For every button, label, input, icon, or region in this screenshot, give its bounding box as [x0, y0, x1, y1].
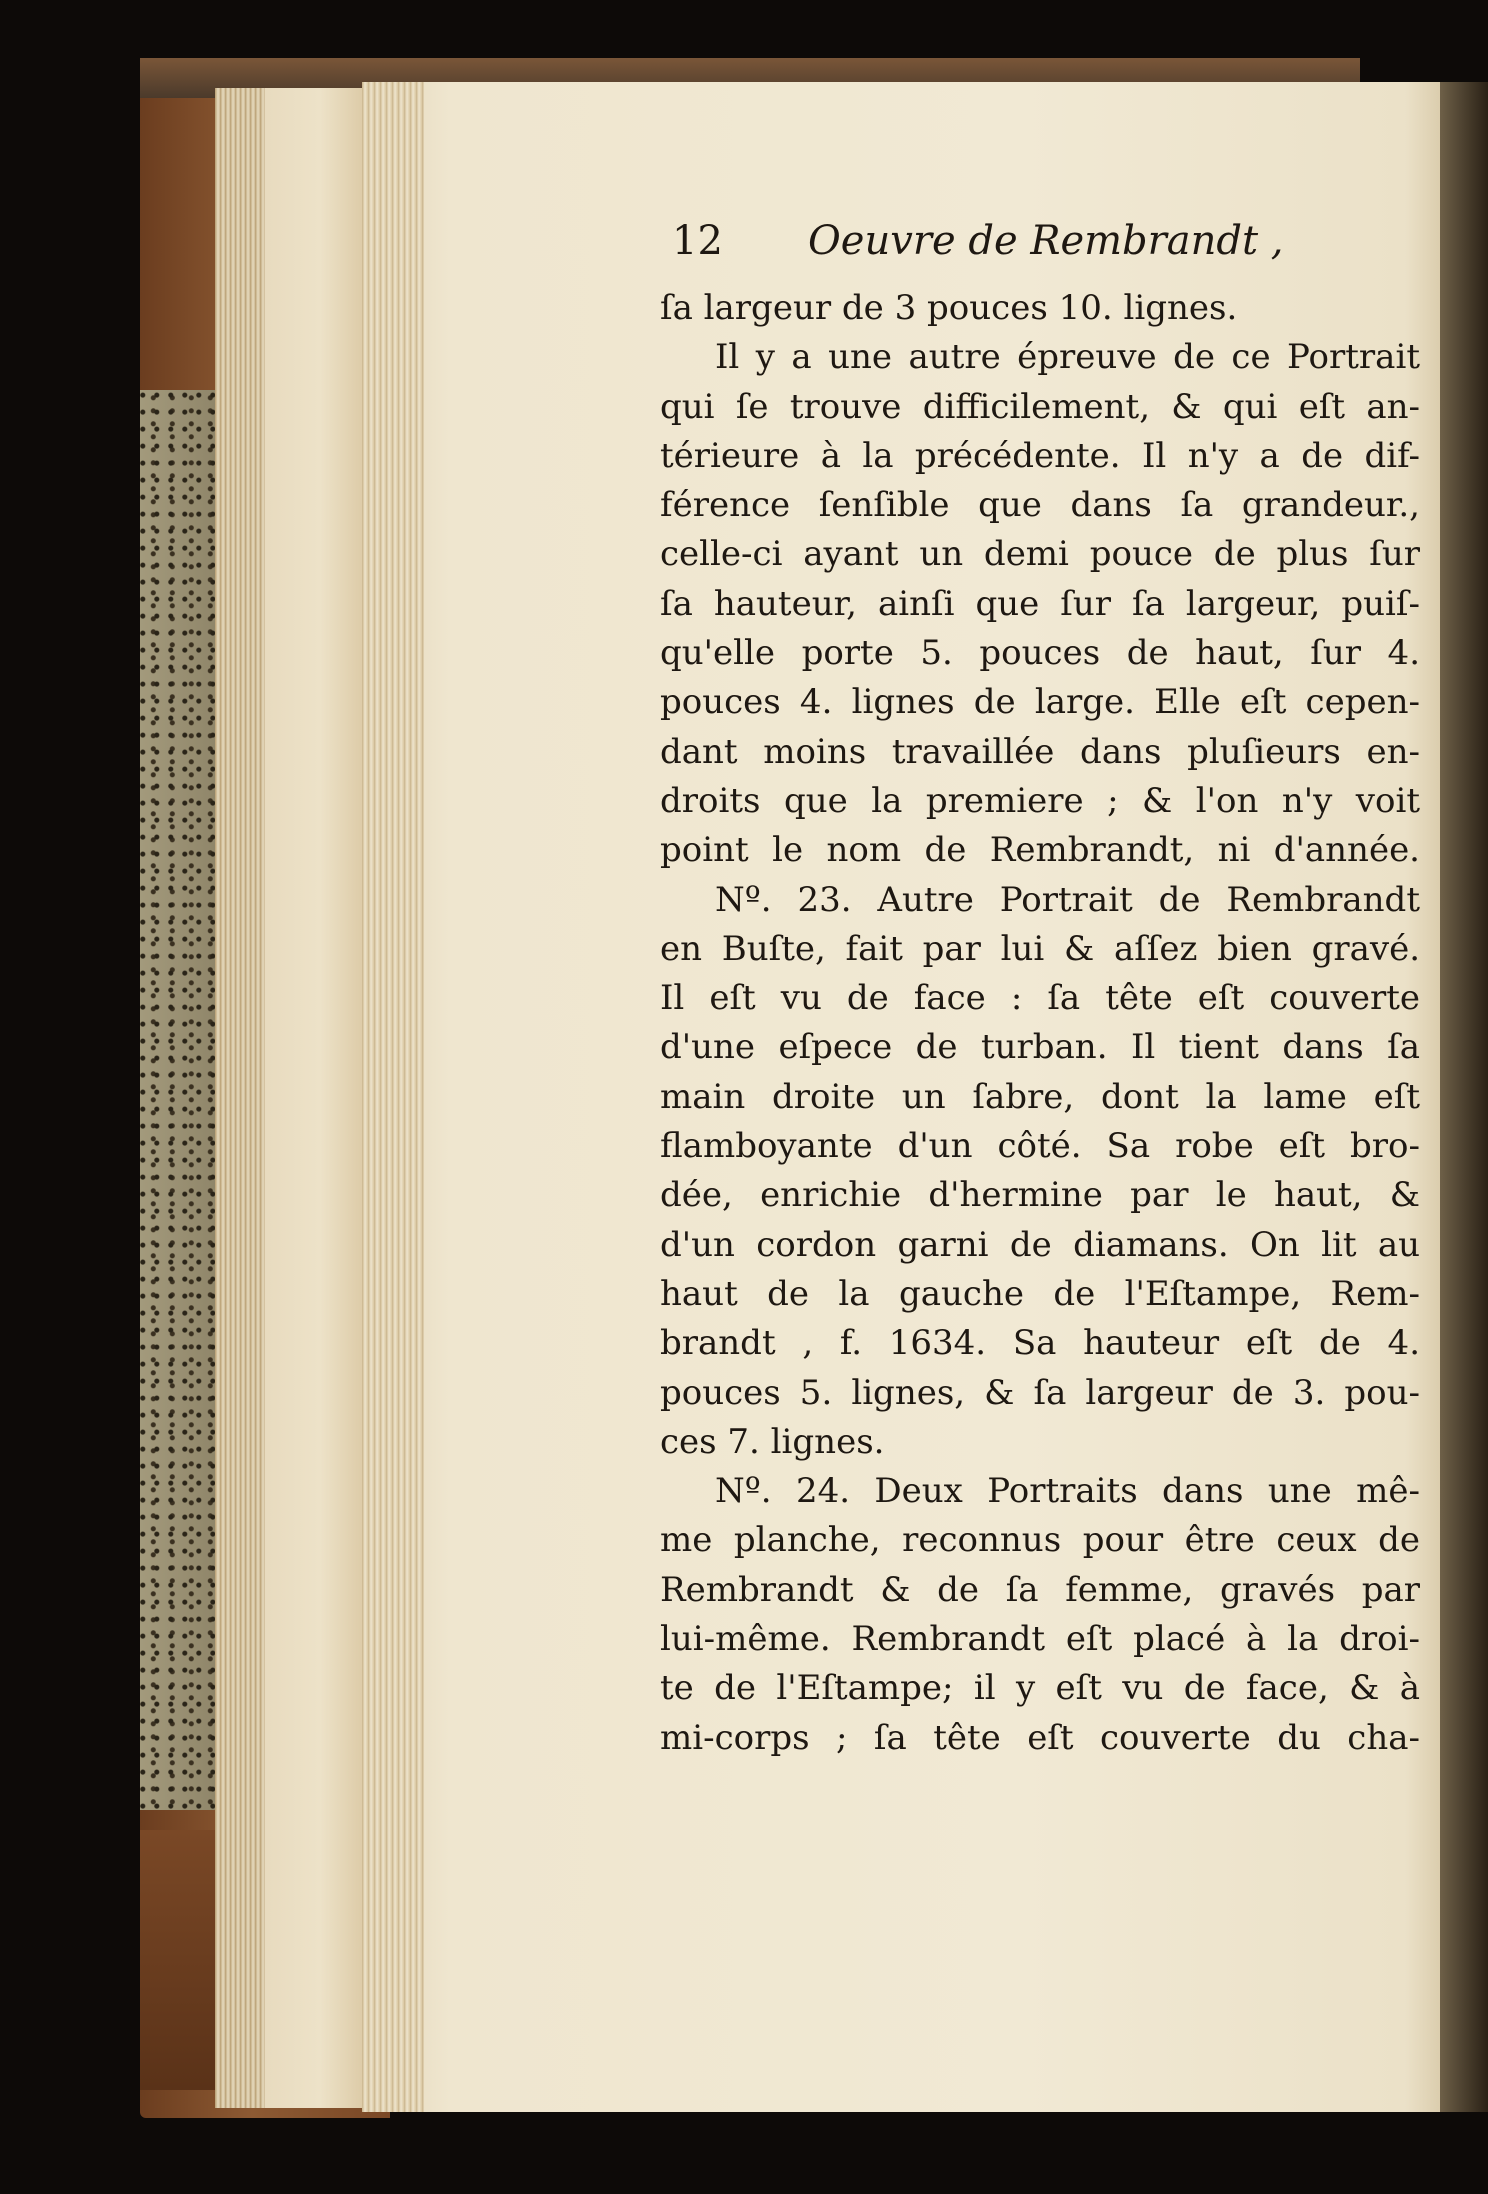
- text-line: pouces 4. lignes de large. Elle eſt cepen-: [660, 682, 1420, 723]
- text-line: mi-corps ; ſa tête eſt couverte du cha-: [660, 1717, 1420, 1758]
- text-line: Rembrandt & de ſa femme, gravés par: [660, 1569, 1420, 1610]
- text-line: haut de la gauche de l'Eſtampe, Rem-: [660, 1273, 1420, 1314]
- text-line: brandt , f. 1634. Sa hauteur eſt de 4.: [660, 1323, 1420, 1364]
- text-line: férence ſenſible que dans ſa grandeur.,: [660, 485, 1420, 526]
- left-page-edges: [215, 88, 265, 2108]
- text-line: pouces 5. lignes, & ſa largeur de 3. pou-: [660, 1372, 1420, 1413]
- text-line: en Buſte, fait par lui & aſſez bien gravé.: [660, 928, 1420, 969]
- text-line: dant moins travaillée dans pluſieurs en-: [660, 731, 1420, 772]
- text-line: ſa hauteur, ainſi que ſur ſa largeur, puiſ-: [660, 583, 1420, 624]
- text-line: ſa largeur de 3 pouces 10. lignes.: [660, 288, 1238, 328]
- text-line: Il eſt vu de face : ſa tête eſt couverte: [660, 978, 1420, 1019]
- text-line: Il y a une autre épreuve de ce Portrait: [715, 337, 1420, 378]
- text-line: dée, enrichie d'hermine par le haut, &: [660, 1175, 1420, 1216]
- text-line: me planche, reconnus pour être ceux de: [660, 1520, 1420, 1561]
- page-header: [660, 218, 1420, 270]
- text-line: Nº. 23. Autre Portrait de Rembrandt: [715, 879, 1420, 920]
- body-text: [660, 284, 1420, 1763]
- text-line: qui ſe trouve difficilement, & qui eſt an-: [660, 386, 1420, 427]
- page-number: 12: [672, 218, 723, 264]
- text-line: d'un cordon garni de diamans. On lit au: [660, 1224, 1420, 1265]
- text-line: qu'elle porte 5. pouces de haut, ſur 4.: [660, 633, 1420, 674]
- running-title: Oeuvre de Rembrandt ,: [808, 218, 1284, 264]
- text-line: ces 7. lignes.: [660, 1421, 885, 1462]
- page-shadow: [1440, 82, 1488, 2112]
- text-line: te de l'Eſtampe; il y eſt vu de face, & à: [660, 1668, 1420, 1709]
- text-line: droits que la premiere ; & l'on n'y voit: [660, 780, 1420, 821]
- right-page-edges: [362, 82, 424, 2112]
- text-line: d'une eſpece de turban. Il tient dans ſa: [660, 1027, 1420, 1068]
- text-line: lui-même. Rembrandt eſt placé à la droi-: [660, 1619, 1420, 1660]
- text-line: Nº. 24. Deux Portraits dans une mê-: [715, 1471, 1420, 1512]
- text-line: flamboyante d'un côté. Sa robe eſt bro-: [660, 1126, 1420, 1167]
- text-line: celle-ci ayant un demi pouce de plus ſur: [660, 534, 1420, 575]
- text-line: point le nom de Rembrandt, ni d'année.: [660, 830, 1420, 871]
- text-line: main droite un ſabre, dont la lame eſt: [660, 1076, 1420, 1117]
- text-line: térieure à la précédente. Il n'y a de dif-: [660, 435, 1420, 476]
